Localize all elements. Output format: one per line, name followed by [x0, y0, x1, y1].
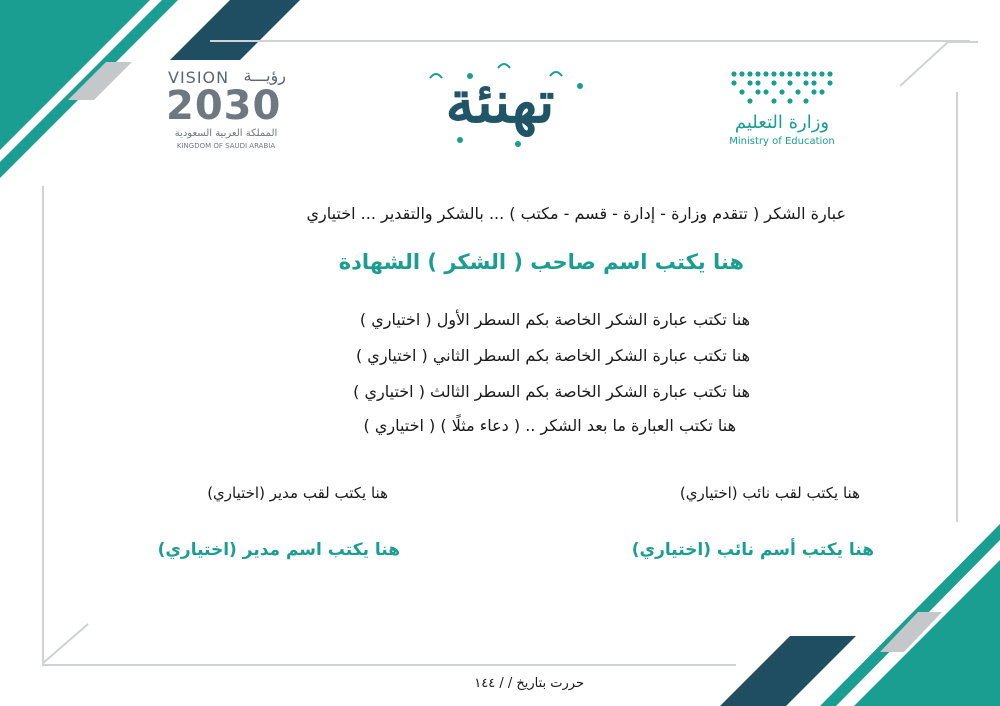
- ministry-dots-icon: [730, 70, 834, 110]
- body-line-4: هنا تكتب العبارة ما بعد الشكر .. ( دعاء مثلًا ) ( اختياري ): [363, 416, 736, 435]
- vision-year: 2030: [166, 83, 282, 129]
- date-line: حررت بتاريخ / / ١٤٤: [474, 676, 584, 691]
- deputy-title: هنا يكتب لقب نائب (اختياري): [679, 484, 860, 502]
- body-line-2: هنا تكتب عبارة الشكر الخاصة بكم السطر الثاني ( اختياري ): [355, 346, 750, 365]
- body-line-1: هنا تكتب عبارة الشكر الخاصة بكم السطر الأول ( اختياري ): [359, 310, 750, 329]
- ministry-english: Ministry of Education: [729, 136, 835, 147]
- kingdom-english: KINGDOM OF SAUDI ARABIA: [176, 142, 276, 150]
- frame-corner-bottom-left: [42, 600, 122, 666]
- frame-top: [210, 40, 970, 42]
- kingdom-arabic: المملكة العربية السعودية: [174, 128, 278, 139]
- recipient-name: هنا يكتب اسم صاحب ( الشكر ) الشهادة: [338, 250, 744, 274]
- title: تهنئة: [445, 68, 555, 136]
- frame-left: [42, 186, 44, 664]
- director-name: هنا يكتب اسم مدير (اختياري): [157, 540, 400, 560]
- deputy-name: هنا يكتب أسم نائب (اختياري): [631, 540, 874, 560]
- frame-corner-top-right: [900, 40, 980, 100]
- ministry-arabic: وزارة التعليم: [734, 112, 830, 133]
- frame-bottom: [42, 664, 736, 666]
- body-line-3: هنا تكتب عبارة الشكر الخاصة بكم السطر الثالث ( اختياري ): [353, 382, 750, 401]
- ministry-of-education-logo: [726, 66, 838, 150]
- vision-2030-logo: [164, 66, 288, 156]
- vision-latin: VISION: [168, 68, 230, 87]
- director-title: هنا يكتب لقب مدير (اختياري): [207, 484, 388, 502]
- title-calligraphy: [400, 56, 600, 152]
- thanks-intro: عبارة الشكر ( تتقدم وزارة - إدارة - قسم - مكتب ) ... بالشكر والتقدير ... اختياري: [306, 204, 846, 223]
- frame-right: [956, 92, 958, 522]
- bottom-right-stripes: [680, 500, 1000, 706]
- vision-arabic: رؤيـــة: [243, 66, 286, 85]
